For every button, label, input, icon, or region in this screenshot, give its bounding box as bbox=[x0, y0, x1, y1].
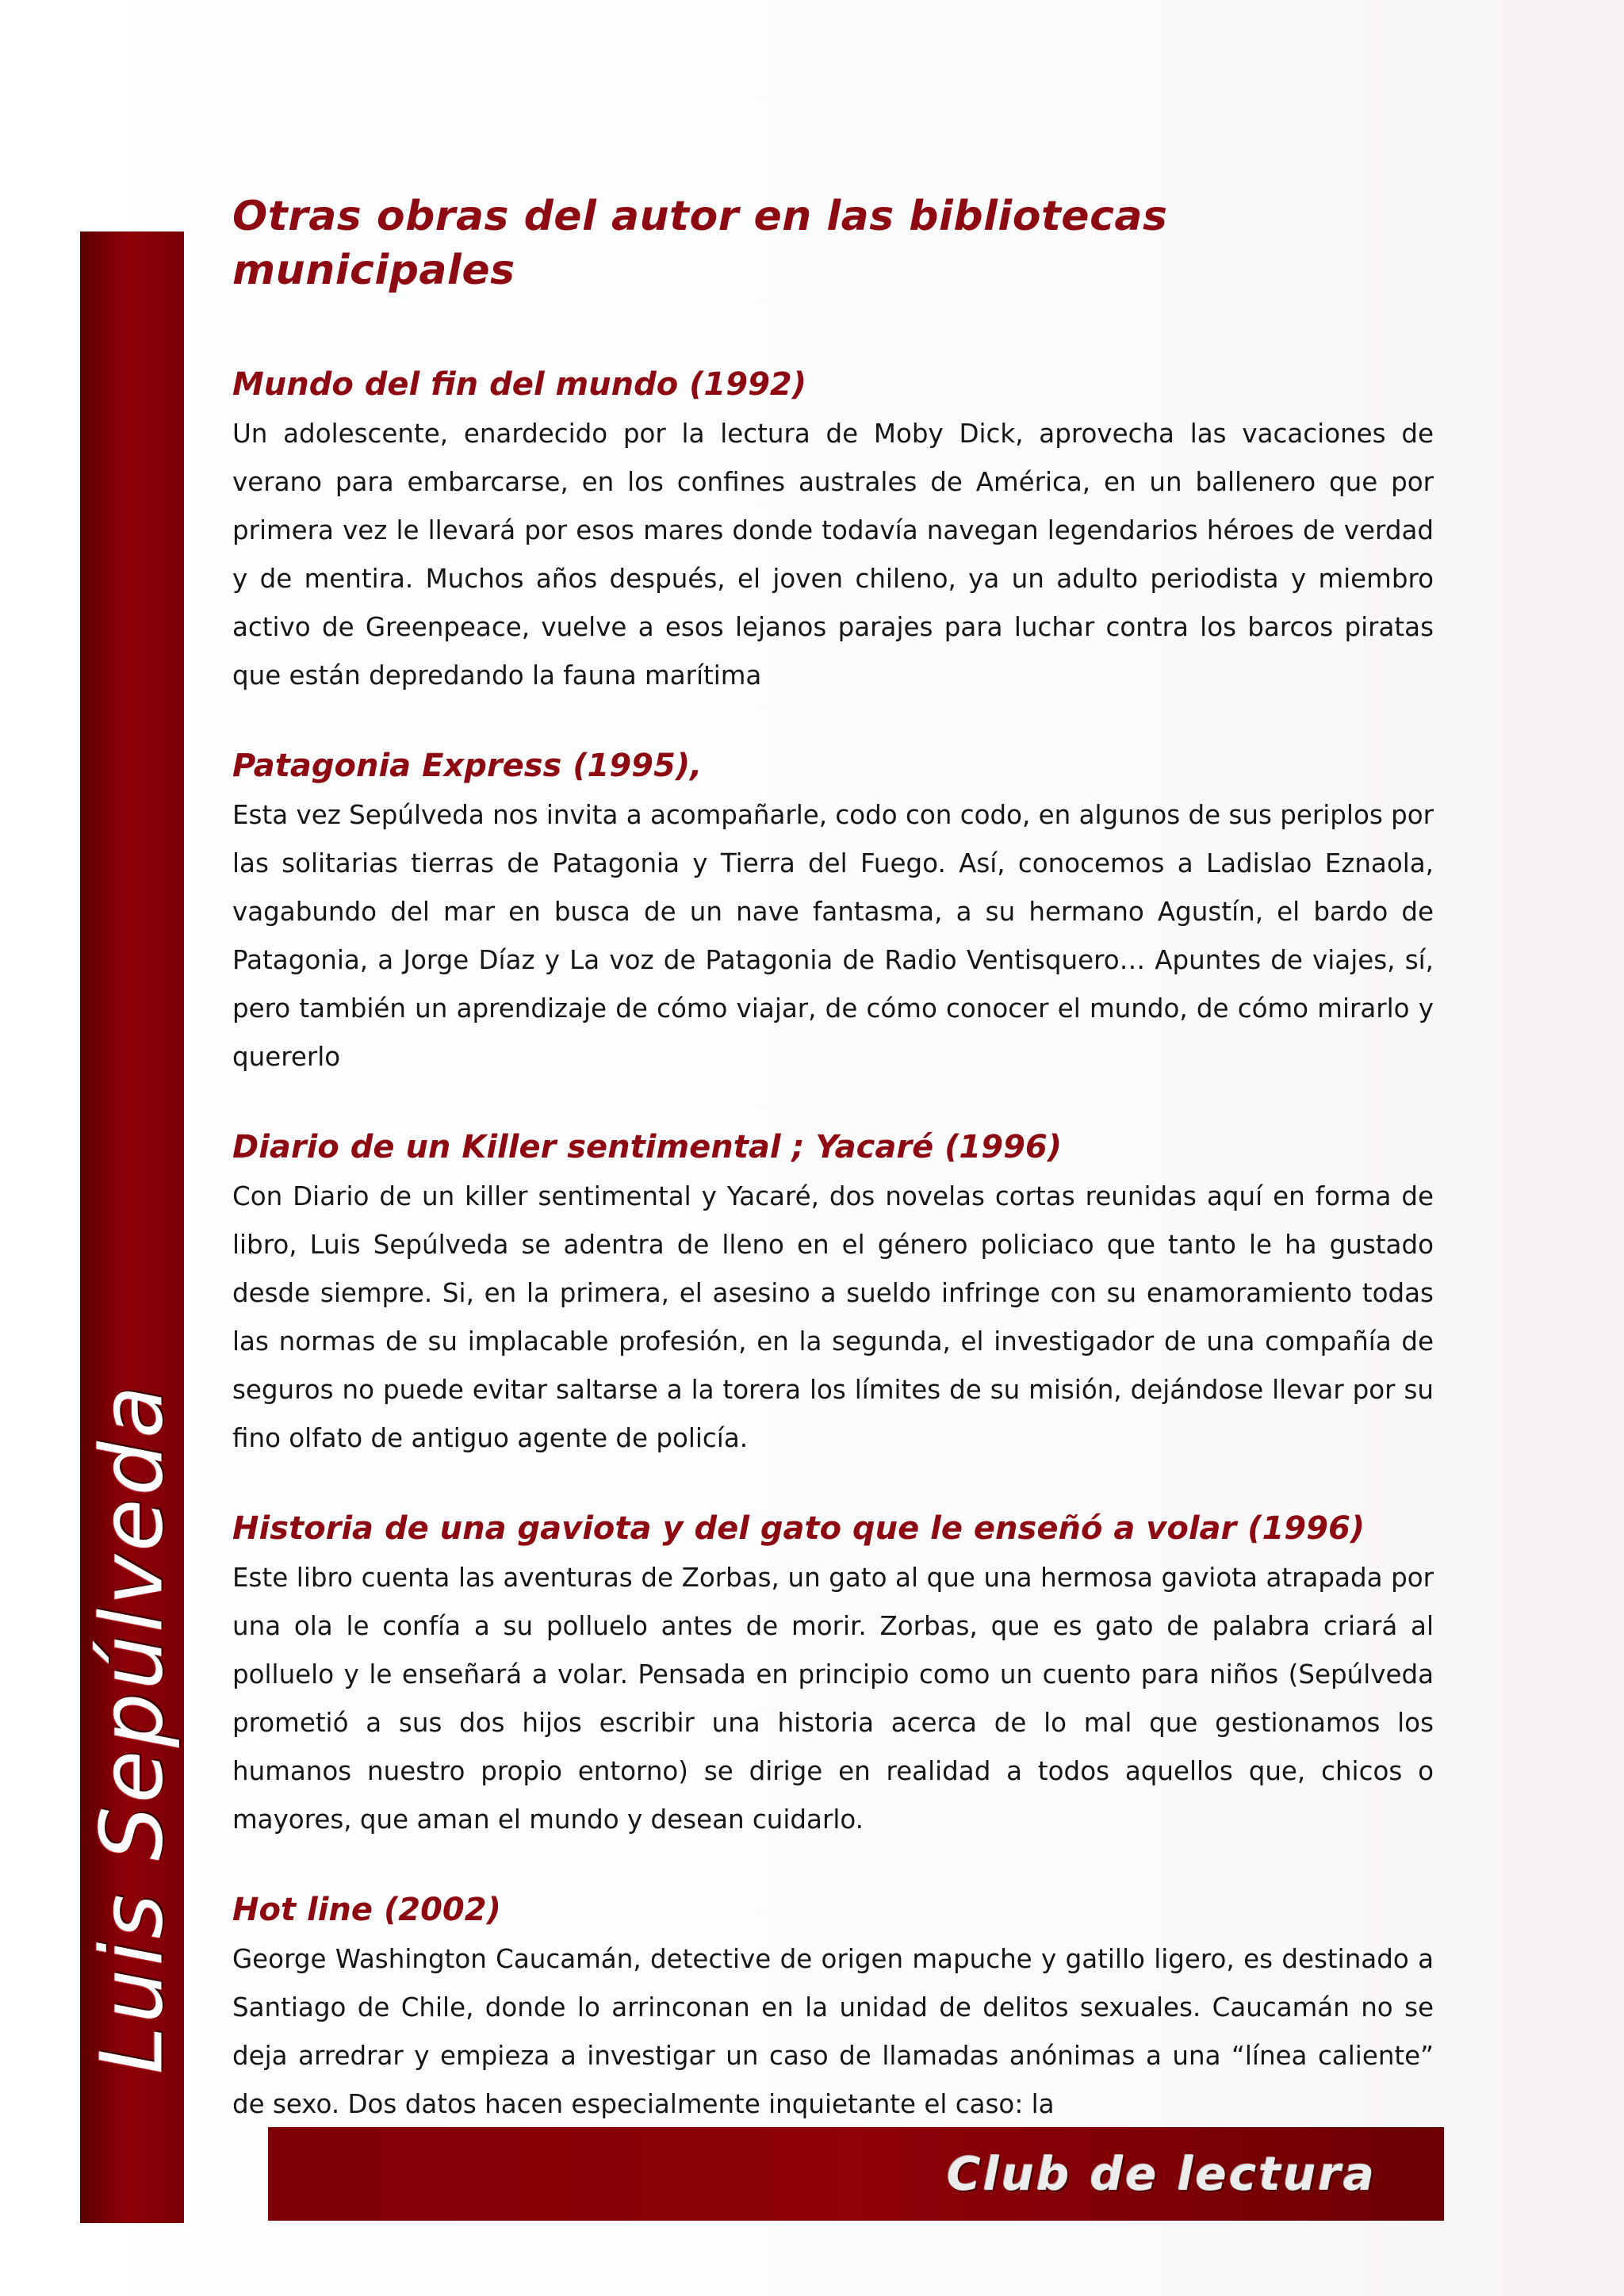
page-title: Otras obras del autor en las bibliotecas municipales bbox=[232, 193, 1168, 294]
book-description: Este libro cuenta las aventuras de Zorbas, un gato al que una hermosa gaviota atrapada por una ola le confía a su polluelo antes de morir. Zorbas, que es gato de palabra criará al polluelo y le enseñará a volar. Pensada en principio como un cuento para niños (Sepúlveda prometió a sus dos hijos escribir una historia acerca de lo mal que gestionamos los humanos nuestro propio entorno) se dirige en realidad a todos aquellos que, chicos o mayores, que aman el mundo y desean cuidarlo. bbox=[232, 1563, 1434, 1835]
book-title: Diario de un Killer sentimental ; Yacaré (1996) bbox=[232, 1129, 1063, 1166]
book-title: Historia de una gaviota y del gato que le enseñó a volar (1996) bbox=[232, 1510, 1365, 1548]
main-content bbox=[232, 190, 1434, 2172]
book-description: George Washington Caucamán, detective de origen mapuche y gatillo ligero, es destinado a Santiago de Chile, donde lo arrinconan en la unidad de delitos sexuales. Caucamán no se deja arredrar y empieza a investigar un caso de llamadas anónimas a una “línea caliente” de sexo. Dos datos hacen especialmente inquietante el caso: la bbox=[232, 1944, 1434, 2120]
book-title: Patagonia Express (1995), bbox=[232, 748, 703, 785]
book-title: Hot line (2002) bbox=[232, 1892, 501, 1929]
book-entry bbox=[232, 1506, 1434, 1844]
author-name-vertical: Luis Sepúlveda bbox=[82, 1382, 182, 2075]
book-entry bbox=[232, 744, 1434, 1081]
footer-banner bbox=[268, 2127, 1444, 2221]
sidebar-name-container bbox=[80, 1332, 184, 2125]
book-description: Un adolescente, enardecido por la lectura de Moby Dick, aprovecha las vacaciones de verano para embarcarse, en los confines australes de América, en un ballenero que por primera vez le llevará por esos mares donde todavía navegan legendarios héroes de verdad y de mentira. Muchos años después, el joven chileno, ya un adulto periodista y miembro activo de Greenpeace, vuelve a esos lejanos parajes para luchar contra los barcos piratas que están depredando la fauna marítima bbox=[232, 419, 1434, 691]
book-description: Con Diario de un killer sentimental y Yacaré, dos novelas cortas reunidas aquí en forma de libro, Luis Sepúlveda se adentra de lleno en el género policiaco que tanto le ha gustado desde siempre. Si, en la primera, el asesino a sueldo infringe con su enamoramiento todas las normas de su implacable profesión, en la segunda, el investigador de una compañía de seguros no puede evitar saltarse a la torera los límites de su misión, dejándose llevar por su fino olfato de antiguo agente de policía. bbox=[232, 1181, 1434, 1454]
book-title: Mundo del fin del mundo (1992) bbox=[232, 366, 807, 404]
footer-label: Club de lectura bbox=[947, 2147, 1377, 2201]
book-description: Esta vez Sepúlveda nos invita a acompañarle, codo con codo, en algunos de sus periplos por las solitarias tierras de Patagonia y Tierra del Fuego. Así, conocemos a Ladislao Eznaola, vagabundo del mar en busca de un nave fantasma, a su hermano Agustín, el bardo de Patagonia, a Jorge Díaz y La voz de Patagonia de Radio Ventisquero… Apuntes de viajes, sí, pero también un aprendizaje de cómo viajar, de cómo conocer el mundo, de cómo mirarlo y quererlo bbox=[232, 800, 1434, 1073]
book-entry bbox=[232, 1125, 1434, 1463]
book-entry bbox=[232, 362, 1434, 700]
book-entry bbox=[232, 1888, 1434, 2129]
